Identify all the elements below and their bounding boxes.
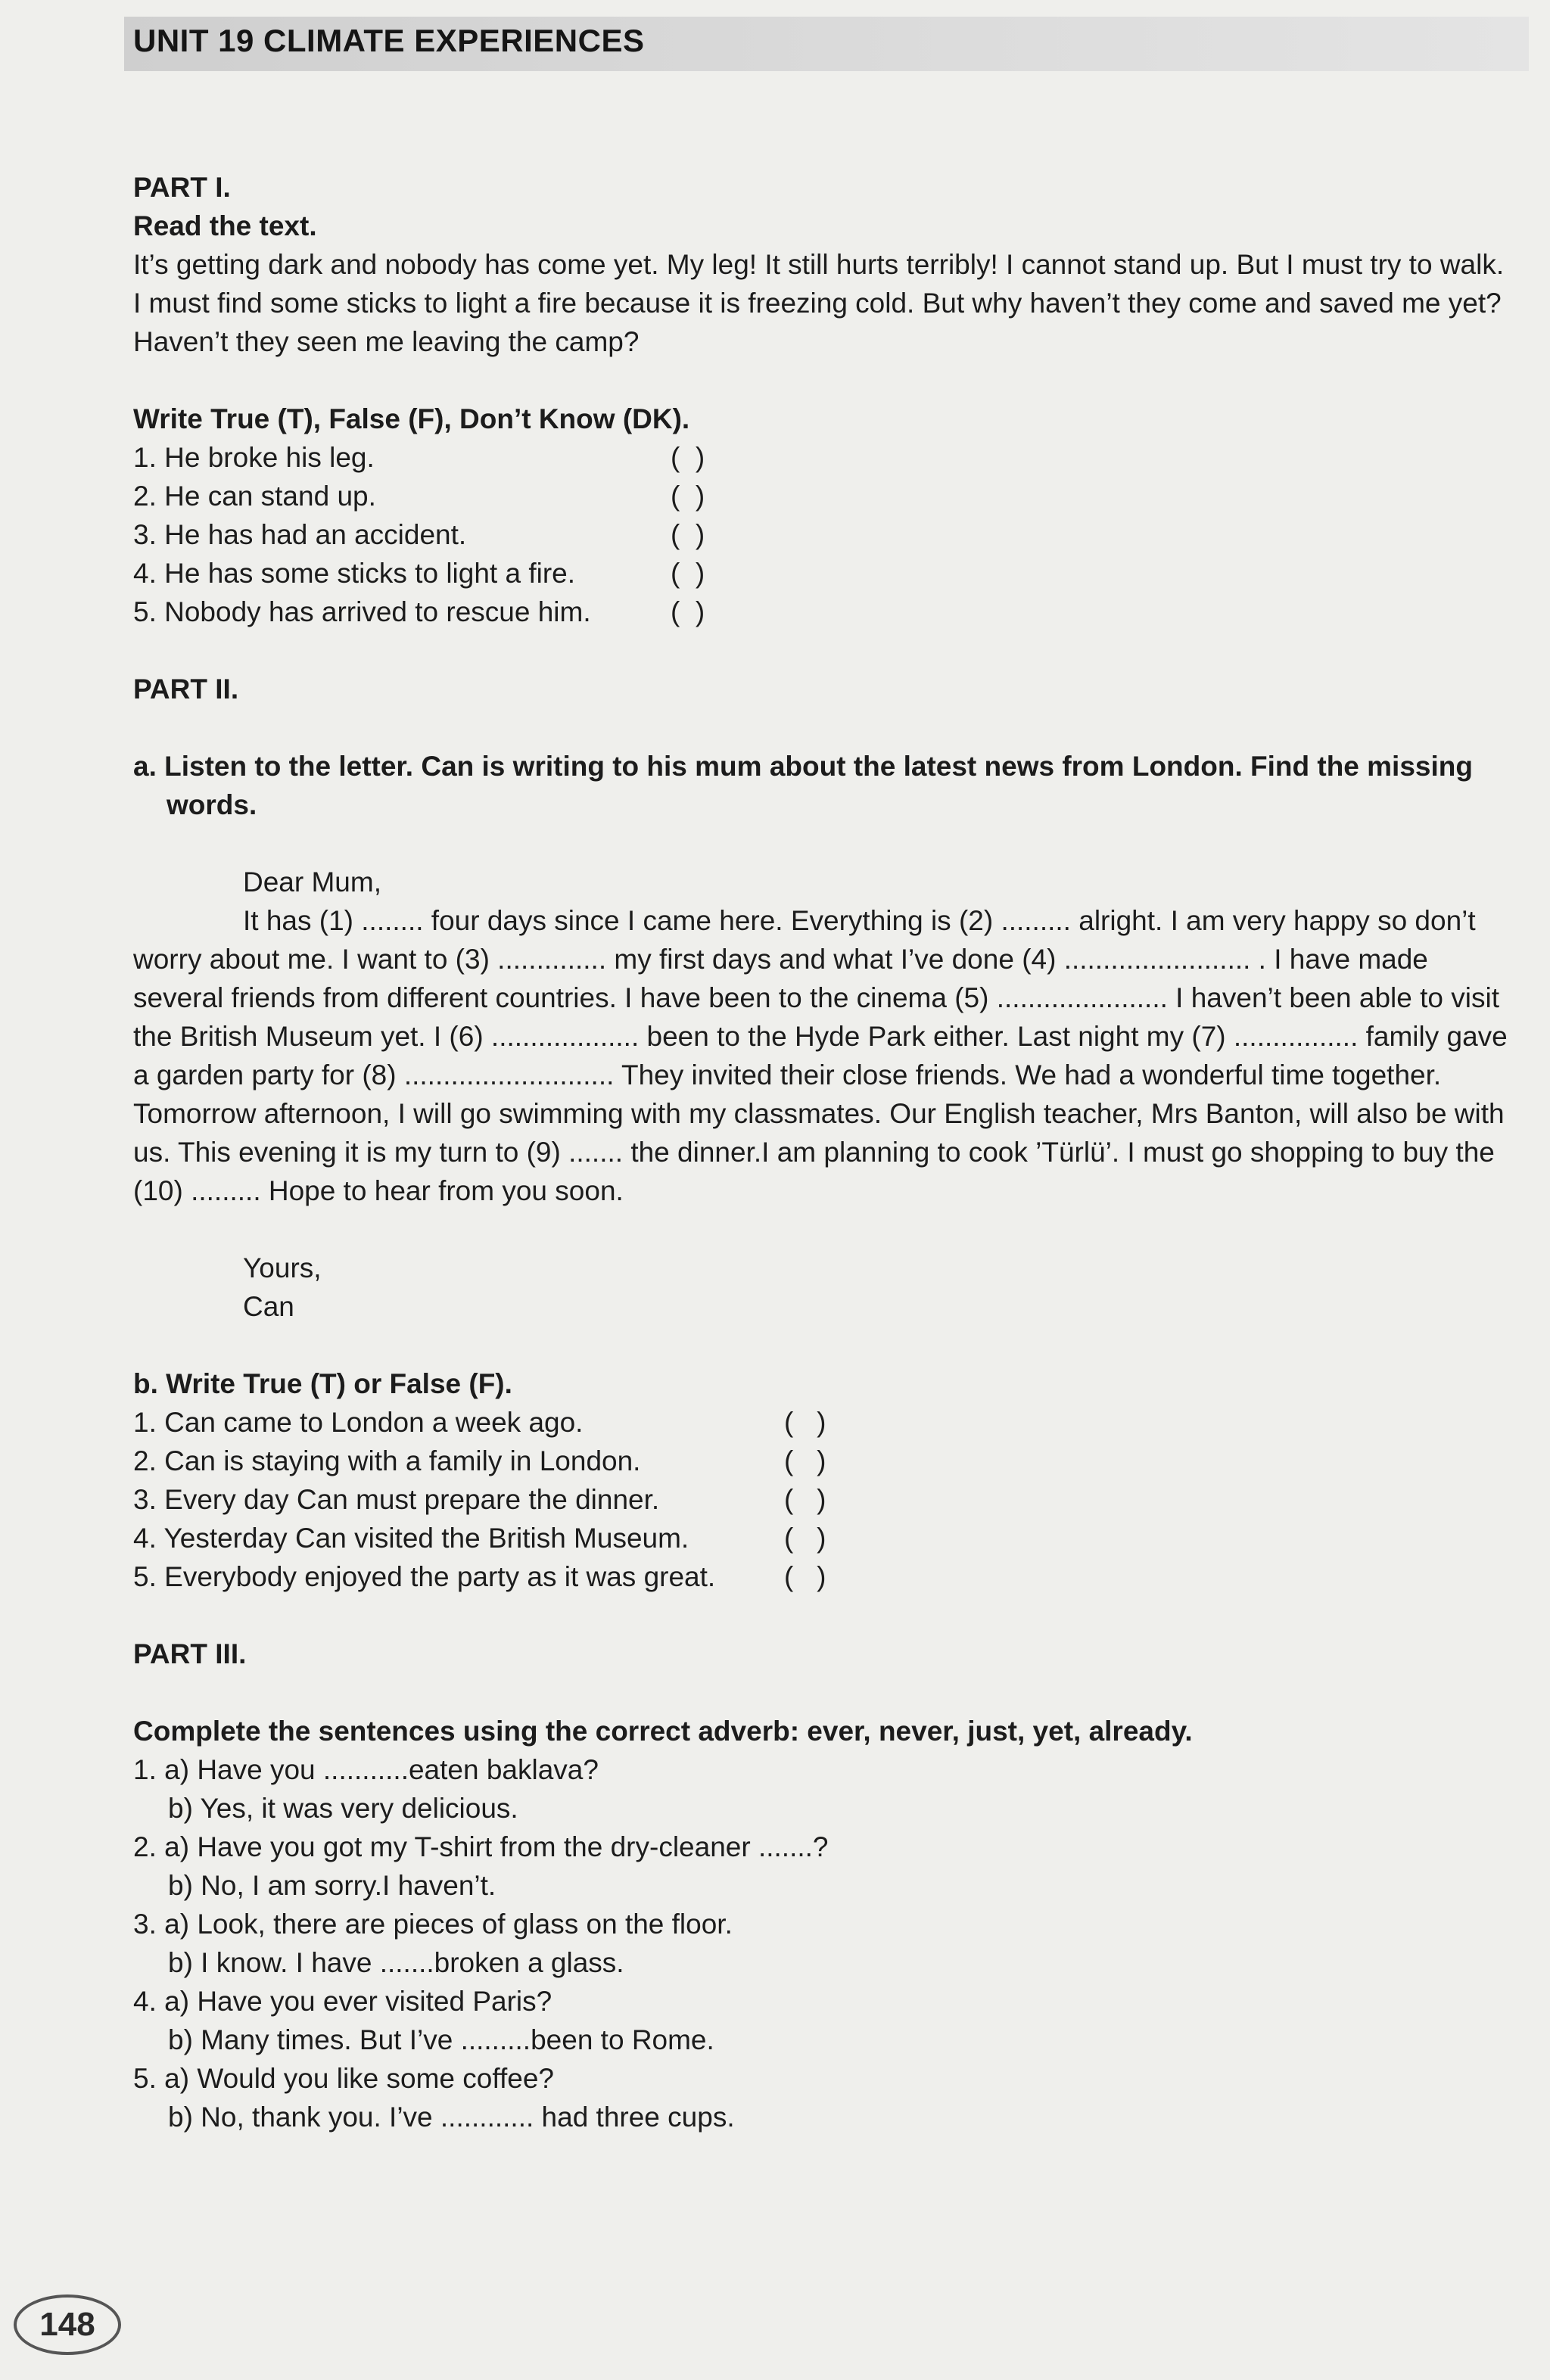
item-text: 1. He broke his leg. xyxy=(133,442,375,473)
page-content xyxy=(133,168,1526,2136)
answer-b: b) No, thank you. I’ve ............ had three cups. xyxy=(168,2102,735,2133)
unit-title: UNIT 19 CLIMATE EXPERIENCES xyxy=(133,23,645,58)
part1-heading: PART I. xyxy=(133,172,231,203)
question-a: 2. a) Have you got my T-shirt from the dry-cleaner .......? xyxy=(133,1831,829,1862)
part3-task: Complete the sentences using the correct adverb: ever, never, just, yet, already. xyxy=(133,1716,1193,1747)
answer-box[interactable]: ( ) xyxy=(671,596,705,627)
part2-task-b: b. Write True (T) or False (F). xyxy=(133,1368,512,1399)
answer-box[interactable]: ( ) xyxy=(671,519,705,550)
answer-box[interactable]: ( ) xyxy=(784,1407,826,1438)
answer-box[interactable]: ( ) xyxy=(671,481,705,512)
item-text: 2. He can stand up. xyxy=(133,481,376,512)
list-item xyxy=(133,1557,1526,1596)
list-item xyxy=(133,1403,1526,1442)
item-text: 2. Can is staying with a family in London. xyxy=(133,1445,641,1476)
part3-items xyxy=(133,1750,1526,2136)
list-item xyxy=(133,515,1526,554)
answer-box[interactable]: ( ) xyxy=(784,1561,826,1592)
item-text: 4. He has some sticks to light a fire. xyxy=(133,558,576,589)
question-a: 4. a) Have you ever visited Paris? xyxy=(133,1986,552,2017)
part1-paragraph-1: It’s getting dark and nobody has come yet. My leg! It still hurts terribly! I cannot stand up. But I must try to walk. xyxy=(133,249,1505,280)
item-text: 4. Yesterday Can visited the British Museum. xyxy=(133,1523,689,1554)
part1-items xyxy=(133,438,1526,631)
list-item xyxy=(133,593,1526,631)
answer-box[interactable]: ( ) xyxy=(671,442,705,473)
part2-items xyxy=(133,1403,1526,1596)
answer-box[interactable]: ( ) xyxy=(671,558,705,589)
part1-instruction: Read the text. xyxy=(133,210,317,241)
answer-box[interactable]: ( ) xyxy=(784,1484,826,1515)
item-text: 1. Can came to London a week ago. xyxy=(133,1407,584,1438)
item-text: 3. He has had an accident. xyxy=(133,519,467,550)
part2-heading: PART II. xyxy=(133,674,239,705)
list-item xyxy=(133,438,1526,477)
answer-b: b) I know. I have .......broken a glass. xyxy=(168,1947,624,1978)
part1-task: Write True (T), False (F), Don’t Know (DK). xyxy=(133,403,690,434)
list-item xyxy=(133,1519,1526,1557)
letter-salutation: Dear Mum, xyxy=(243,866,381,898)
letter-closing: Yours, xyxy=(243,1252,322,1283)
question-a: 5. a) Would you like some coffee? xyxy=(133,2063,554,2094)
item-text: 5. Nobody has arrived to rescue him. xyxy=(133,596,591,627)
list-item xyxy=(133,1442,1526,1480)
list-item xyxy=(133,477,1526,515)
letter-signature: Can xyxy=(243,1291,294,1322)
answer-b: b) No, I am sorry.I haven’t. xyxy=(168,1870,496,1901)
answer-box[interactable]: ( ) xyxy=(784,1523,826,1554)
letter-body: It has (1) ........ four days since I came here. Everything is (2) ......... alright. I am very happy so don’t worry about me. I want to (3) .............. my first days and what I’ve done (4) ........................ . I have made several friends from different countries. I have been to the cinema (5) ...................... I haven’t been able to visit the British Museum yet. I (6) ................... been to the Hyde Park either. Last night my (7) ................ family gave a garden party for (8) ........................... They invited their close friends. We had a wonderful time together. Tomorrow afternoon, I will go swimming with my classmates. Our English teacher, Mrs Banton, will also be with us. This evening it is my turn to (9) ....... the dinner.I am planning to cook ’Türlü’. I must go shopping to buy the (10) ......... Hope to hear from you soon. xyxy=(133,905,1508,1206)
answer-b: b) Many times. But I’ve .........been to Rome. xyxy=(168,2024,714,2055)
part3-heading: PART III. xyxy=(133,1638,247,1669)
answer-b: b) Yes, it was very delicious. xyxy=(168,1793,518,1824)
list-item xyxy=(133,554,1526,593)
item-text: 3. Every day Can must prepare the dinner. xyxy=(133,1484,660,1515)
page-number: 148 xyxy=(14,2294,121,2355)
answer-box[interactable]: ( ) xyxy=(784,1445,826,1476)
question-a: 1. a) Have you ...........eaten baklava? xyxy=(133,1754,599,1785)
item-text: 5. Everybody enjoyed the party as it was great. xyxy=(133,1561,716,1592)
list-item xyxy=(133,1480,1526,1519)
part1-paragraph-2: I must find some sticks to light a fire because it is freezing cold. But why haven’t they come and saved me yet? Haven’t they seen me leaving the camp? xyxy=(133,288,1502,357)
part2-task-a: a. Listen to the letter. Can is writing to his mum about the latest news from London. Find the missing words. xyxy=(133,751,1473,820)
question-a: 3. a) Look, there are pieces of glass on the floor. xyxy=(133,1909,733,1940)
